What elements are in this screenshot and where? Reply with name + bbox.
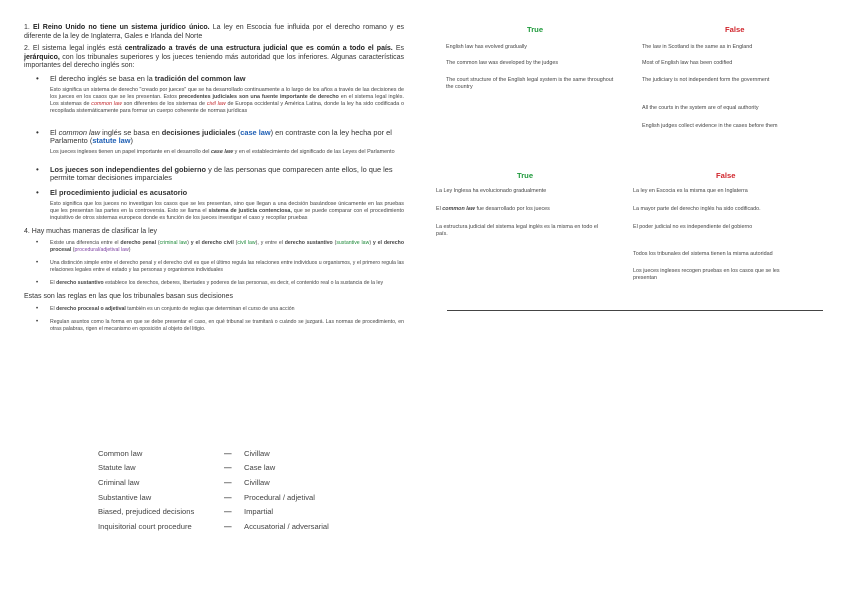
feature-judicial-decisions-text: Los jueces ingleses tienen un papel importante en el desarrollo del case law y en el establecimiento del significado de las Leyes del Parlamento xyxy=(50,148,395,155)
true-statement: La estructura judicial del sistema legal inglés es la misma en todo el país. xyxy=(436,224,599,238)
glossary-row: Substantive law — Procedural / adjetival xyxy=(98,492,315,502)
paragraph-5: Estas son las reglas en las que los tribunales basan sus decisiones xyxy=(24,293,233,301)
glossary-row: Statute law — Case law xyxy=(98,463,276,473)
paragraph-4: 4. Hay muchas maneras de clasificar la ley xyxy=(24,227,158,235)
feature-accusatorial: • El procedimiento judicial es acusatorio xyxy=(50,189,404,198)
false-heading: False xyxy=(725,25,745,34)
false-statement: The law in Scotland is the same as in England xyxy=(642,44,753,50)
glossary-row: Inquisitorial court procedure — Accusatorial / adversarial xyxy=(98,521,329,531)
feature-common-law: • El derecho inglés se basa en la tradición del common law xyxy=(50,75,404,84)
false-statement: All the courts in the system are of equal authority xyxy=(642,105,759,111)
true-statement: El common law fue desarrollado por los jueces xyxy=(436,206,550,212)
feature-independent-judges: • Los jueces son independientes del gobierno y de las personas que comparecen ante ellos, lo que les permite tomar decisiones imparciales xyxy=(50,166,404,183)
classification-item-2: • Una distinción simple entre el derecho penal y el derecho civil es que el último regula las relaciones entre individuos u organismos, y el primero regula las relaciones legales entre el estado y las personas y organismos individuales xyxy=(50,260,404,274)
glossary-table xyxy=(98,446,329,534)
classification-list xyxy=(24,240,404,287)
features-list xyxy=(24,75,404,222)
glossary-row: Common law — Civillaw xyxy=(98,448,270,458)
procedural-item-1: • El derecho procesal o adjetival también es un conjunto de reglas que determinan el curso de una acción xyxy=(50,306,404,313)
procedural-list xyxy=(24,306,404,333)
feature-accusatorial-text: Esto significa que los jueces no investigan los casos que se les presentan, sino que llegan a una decisión basándose únicamente en las pruebas que les presentan las partes en la controversia. Esto se llama el sistema de justicia contenciosa, que se puede comparar con el procedimiento inquisitivo de otros sistemas europeos donde es función de los jueces investigar el caso y recopilar pruebas xyxy=(50,200,404,221)
true-heading: True xyxy=(527,25,544,34)
false-statement: English judges collect evidence in the cases before them xyxy=(642,123,778,129)
glossary-row: Biased, prejudiced decisions — Impartial xyxy=(98,507,274,517)
true-statement: La Ley Inglesa ha evolucionado gradualmente xyxy=(436,188,547,194)
false-heading: False xyxy=(716,171,736,180)
feature-judicial-decisions: • El common law inglés se basa en decisiones judiciales (case law) en contraste con la ley hecha por el Parlamento (statute law) xyxy=(50,129,404,146)
false-statement: Todos los tribunales del sistema tienen la misma autoridad xyxy=(633,251,773,257)
paragraph-2: 2. El sistema legal inglés está centralizado a través de una estructura judicial que es común a todo el país. Es jerárquico, con los tribunales superiores y los jueces teniendo más autoridad que los inferiores. Algunas características importantes del derecho inglés son: xyxy=(24,45,404,70)
true-statement: The court structure of the English legal system is the same throughout the country xyxy=(446,77,614,91)
feature-common-law-text: Esto significa un sistema de derecho "creado por jueces" que se ha desarrollado continuamente a lo largo de los años a través de las decisiones de los jueces en los casos que se les presentan. Estos precedentes judiciales son una fuente importante de derecho en el sistema legal inglés. Los sistemas de common law son diferentes de los sistemas de civil law de Europa occidental y América Latina, donde la ley ha sido codificada o recopilada sistemáticamente para formar un cuerpo coherente de normas jurídicas xyxy=(50,86,405,114)
false-statement: Most of English law has been codified xyxy=(642,60,733,66)
main-text-column xyxy=(24,24,404,339)
paragraph-1: 1. El Reino Unido no tiene un sistema jurídico único. La ley en Escocia fue influida por el derecho romano y es diferente de la ley de Inglaterra, Gales e Irlanda del Norte xyxy=(24,24,404,40)
glossary-row: Criminal law — Civillaw xyxy=(98,477,270,487)
true-statement: The common law was developed by the judges xyxy=(446,60,559,66)
false-statement: Los jueces ingleses recogen pruebas en los casos que se les presentan xyxy=(633,268,780,282)
horizontal-divider xyxy=(447,310,823,311)
classification-item-3: • El derecho sustantivo establece los derechos, deberes, libertades y poderes de las personas, es decir, el contenido real o la sustancia de la ley xyxy=(50,280,404,287)
true-statement: English law has evolved gradually xyxy=(446,44,527,50)
false-statement: La ley en Escocia es la misma que en Inglaterra xyxy=(633,188,748,194)
classification-item-1: • Existe una diferencia entre el derecho penal (criminal law) y el derecho civil (civil law), y entre el derecho sustantivo (sustantive law) y el derecho procesal (procedural/adjetival law) xyxy=(50,240,404,254)
false-statement: La mayor parte del derecho inglés ha sido codificado. xyxy=(633,206,761,212)
procedural-item-2: • Regulan asuntos como la forma en que se debe presentar el caso, en qué tribunal se tramitará o cuándo se juzgará. Las normas de procedimiento, en otras palabras, rigen el mecanismo en oposición al objeto del litigio. xyxy=(50,319,404,333)
false-statement: The judiciary is not independent form the government xyxy=(642,77,770,83)
true-heading: True xyxy=(517,171,534,180)
false-statement: El poder judicial no es independiente del gobierno xyxy=(633,224,753,230)
